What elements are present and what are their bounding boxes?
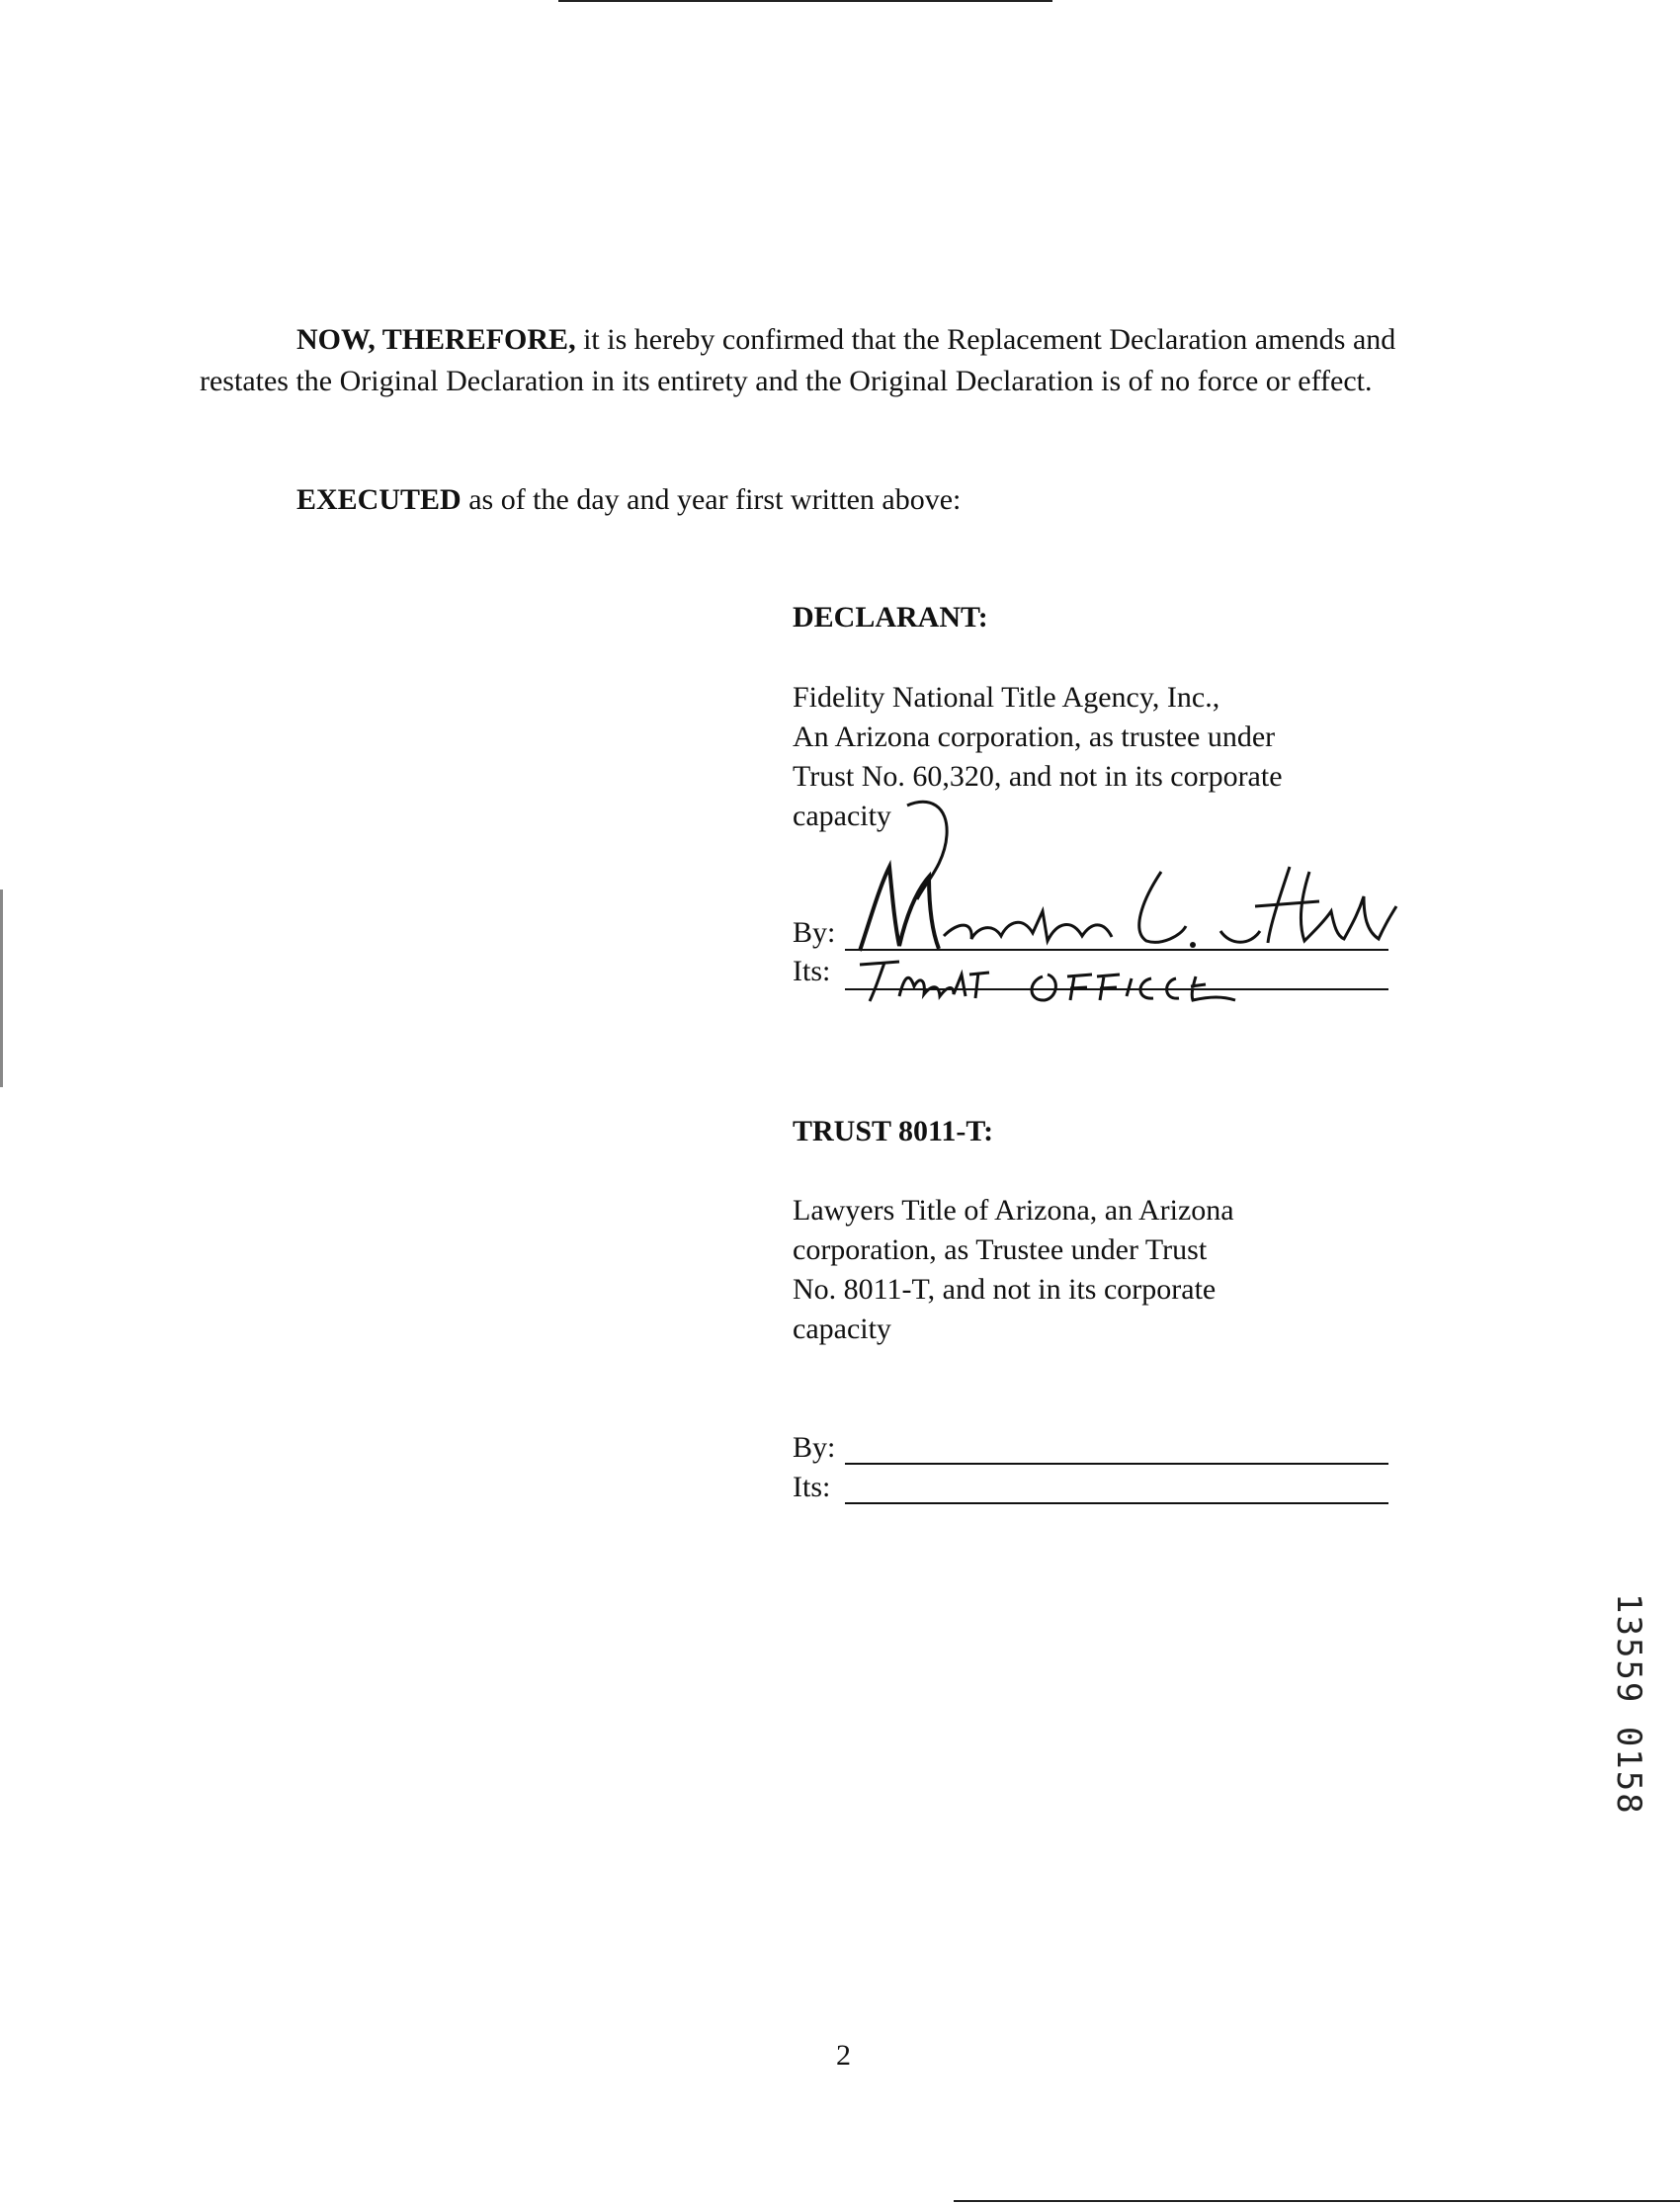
trust-its-label: Its: — [793, 1471, 831, 1503]
now-therefore-line1 — [296, 319, 1395, 361]
declarant-entity-block — [793, 678, 1283, 836]
trust-by-label: By: — [793, 1431, 836, 1464]
declarant-line: Fidelity National Title Agency, Inc., — [793, 681, 1220, 714]
declarant-line: capacity — [793, 800, 891, 832]
trust-by-line — [845, 1463, 1388, 1465]
declarant-title-handwriting — [855, 957, 1250, 1006]
executed-paragraph — [296, 479, 961, 521]
recording-stamp: 13559 0158 — [1609, 1593, 1648, 1816]
declarant-line: Trust No. 60,320, and not in its corporate — [793, 760, 1283, 793]
declarant-line: An Arizona corporation, as trustee under — [793, 721, 1276, 753]
declarant-its-label: Its: — [793, 955, 831, 987]
trust-by-row — [793, 1431, 835, 1465]
now-therefore-line2 — [200, 361, 1373, 402]
left-edge-mark — [0, 890, 3, 1087]
trust-entity-block — [793, 1191, 1234, 1349]
declarant-heading: DECLARANT: — [793, 601, 988, 634]
trust-line: corporation, as Trustee under Trust — [793, 1233, 1208, 1266]
trust-line: capacity — [793, 1313, 891, 1345]
now-therefore-lead: NOW, THEREFORE, — [296, 323, 576, 356]
declarant-by-label: By: — [793, 916, 836, 949]
now-therefore-line1-text: it is hereby confirmed that the Replacement Declaration amends and — [575, 323, 1396, 356]
declarant-by-row — [793, 916, 835, 950]
page-number: 2 — [836, 2039, 851, 2072]
bottom-scan-line — [954, 2200, 1680, 2202]
declarant-signature — [845, 852, 1398, 961]
executed-lead: EXECUTED — [296, 483, 462, 516]
now-therefore-line2-text: restates the Original Declaration in its entirety and the Original Declaration is of no force or effect. — [200, 365, 1373, 397]
executed-text: as of the day and year first written above: — [461, 483, 962, 516]
trust-its-line — [845, 1502, 1388, 1504]
top-scan-line — [558, 0, 1052, 2]
declarant-its-row — [793, 955, 830, 988]
trust-its-row — [793, 1471, 830, 1504]
trust-line: Lawyers Title of Arizona, an Arizona — [793, 1194, 1234, 1227]
trust-heading: TRUST 8011-T: — [793, 1115, 994, 1147]
trust-line: No. 8011-T, and not in its corporate — [793, 1273, 1217, 1306]
